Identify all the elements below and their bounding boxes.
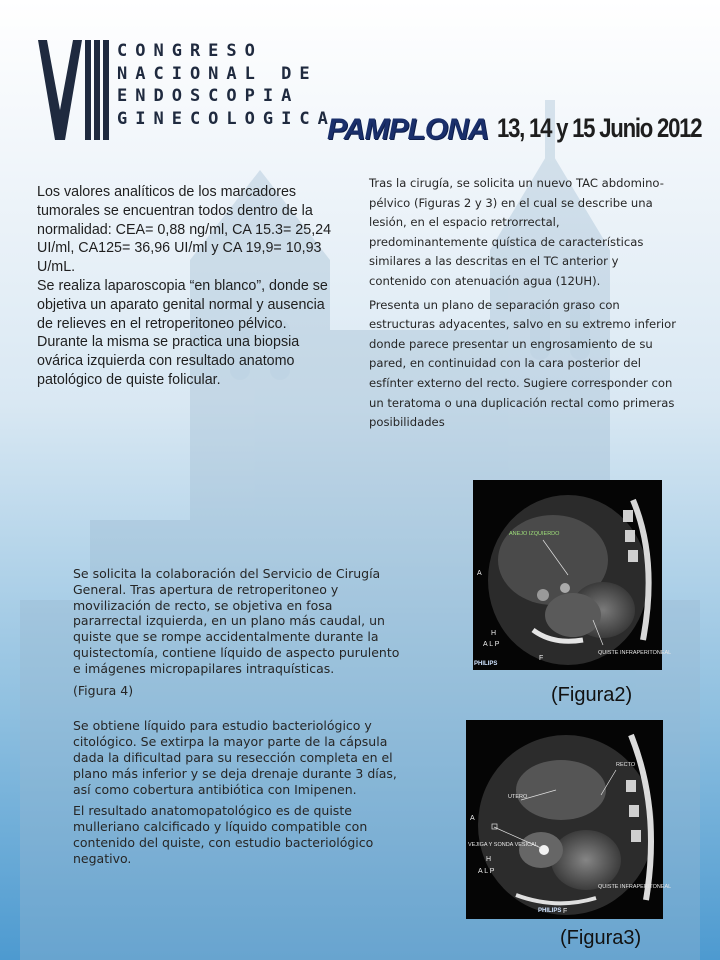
left-paragraph-2: Se realiza laparoscopia “en blanco”, donde se objetiva un aparato genital normal y ausencia de relieves en el retroperitoneo pélvico. Durante la misma se practica una biopsia ovárica izquierda con resultado anatomo patológico de quiste folicular. [37, 277, 328, 388]
label-vejiga: VEJIGA Y SONDA VESICAL [468, 842, 538, 848]
philips-logo-3: PHILIPS [538, 908, 562, 914]
logo-line-1: CONGRESO [117, 41, 263, 61]
ct-scan-sagittal-1 [473, 480, 662, 670]
orient-alp-2: A L P [483, 641, 500, 648]
label-recto: RECTO [616, 762, 636, 768]
lower-column-text [73, 566, 403, 867]
label-anejo: ANEJO IZQUIERDO [509, 531, 560, 537]
orient-a-3: A [470, 815, 475, 822]
figure-2-caption: (Figura2) [551, 684, 633, 706]
logo-viii-numeral [38, 40, 110, 140]
philips-logo-2: PHILIPS [474, 661, 498, 667]
lower-paragraph-figure-ref: (Figura 4) [73, 682, 134, 698]
right-column-text [369, 174, 679, 433]
event-dates: 13, 14 y 15 Junio 2012 [497, 113, 702, 143]
figure-3-caption: (Figura3) [560, 927, 642, 949]
figure-3-ct-image [466, 720, 672, 919]
city-title: PAMPLONA [327, 113, 489, 146]
orient-a-2: A [477, 570, 482, 577]
lower-paragraph-1: Se solicita la colaboración del Servicio de Cirugía General. Tras apertura de retroperitoneo y movilización de recto, se objetiva en fosa pararrectal izquierda, en un plano más caudal, un quiste que se rompe accidentalmente durante la quistectomía, contiene líquido de aspecto purulento e imágenes micropapilares intraquísticas. [73, 566, 400, 676]
right-paragraph-2: Presenta un plano de separación graso con estructuras adyacentes, salvo en su extremo inferior donde parece presentar un engrosamiento de su pared, en continuidad con la cara posterior del esfínter externo del recto. Sugiere corresponder con un teratoma o una duplicación rectal como primeras posibilidades [369, 297, 677, 430]
label-utero: UTERO [508, 794, 528, 800]
label-quiste-2: QUISTE INFRAPERITONEAL [598, 650, 672, 656]
logo-line-4: GINECOLOGICA [117, 108, 336, 129]
lower-paragraph-3: El resultado anatomopatológico es de quiste mulleriano calcificado y líquido compatible con contenido del quiste, con estudio bacteriológico negativo. [73, 803, 374, 866]
left-paragraph-1: Los valores analíticos de los marcadores tumorales se encuentran todos dentro de la normalidad: CEA= 0,88 ng/ml, CA 15.3= 25,24 UI/ml, CA125= 36,96 UI/ml y CA 19,9= 10,93 U/mL. [37, 184, 332, 276]
header-banner [0, 0, 720, 170]
orient-f-3: F [563, 908, 568, 915]
left-column-text [37, 183, 337, 390]
logo-line-3: ENDOSCOPIA [117, 86, 300, 106]
logo-words [117, 40, 336, 130]
orient-alp-3: A L P [478, 868, 495, 875]
orient-h-2: H [491, 630, 497, 637]
label-quiste-3: QUISTE INFRAPERITONEAL [598, 884, 672, 890]
lower-paragraph-2: Se obtiene líquido para estudio bacteriológico y citológico. Se extirpa la mayor parte de la cápsula dada la dificultad para su resección completa en el plano más inferior y se deja drenaje durante 3 días, así como cobertura antibiótica con Imipenen. [73, 718, 397, 797]
figure-2-ct-image [473, 480, 672, 670]
orient-f-2: F [539, 655, 544, 662]
logo-line-2: NACIONAL DE [117, 63, 318, 84]
orient-h-3: H [486, 856, 492, 863]
right-paragraph-1: Tras la cirugía, se solicita un nuevo TAC abdomino-pélvico (Figuras 2 y 3) en el cual se describe una lesión, en el espacio retrorrectal, predominantemente quística de características similares a las descritas en el TC anterior y contenido con atenuación agua (12UH). [369, 176, 664, 288]
